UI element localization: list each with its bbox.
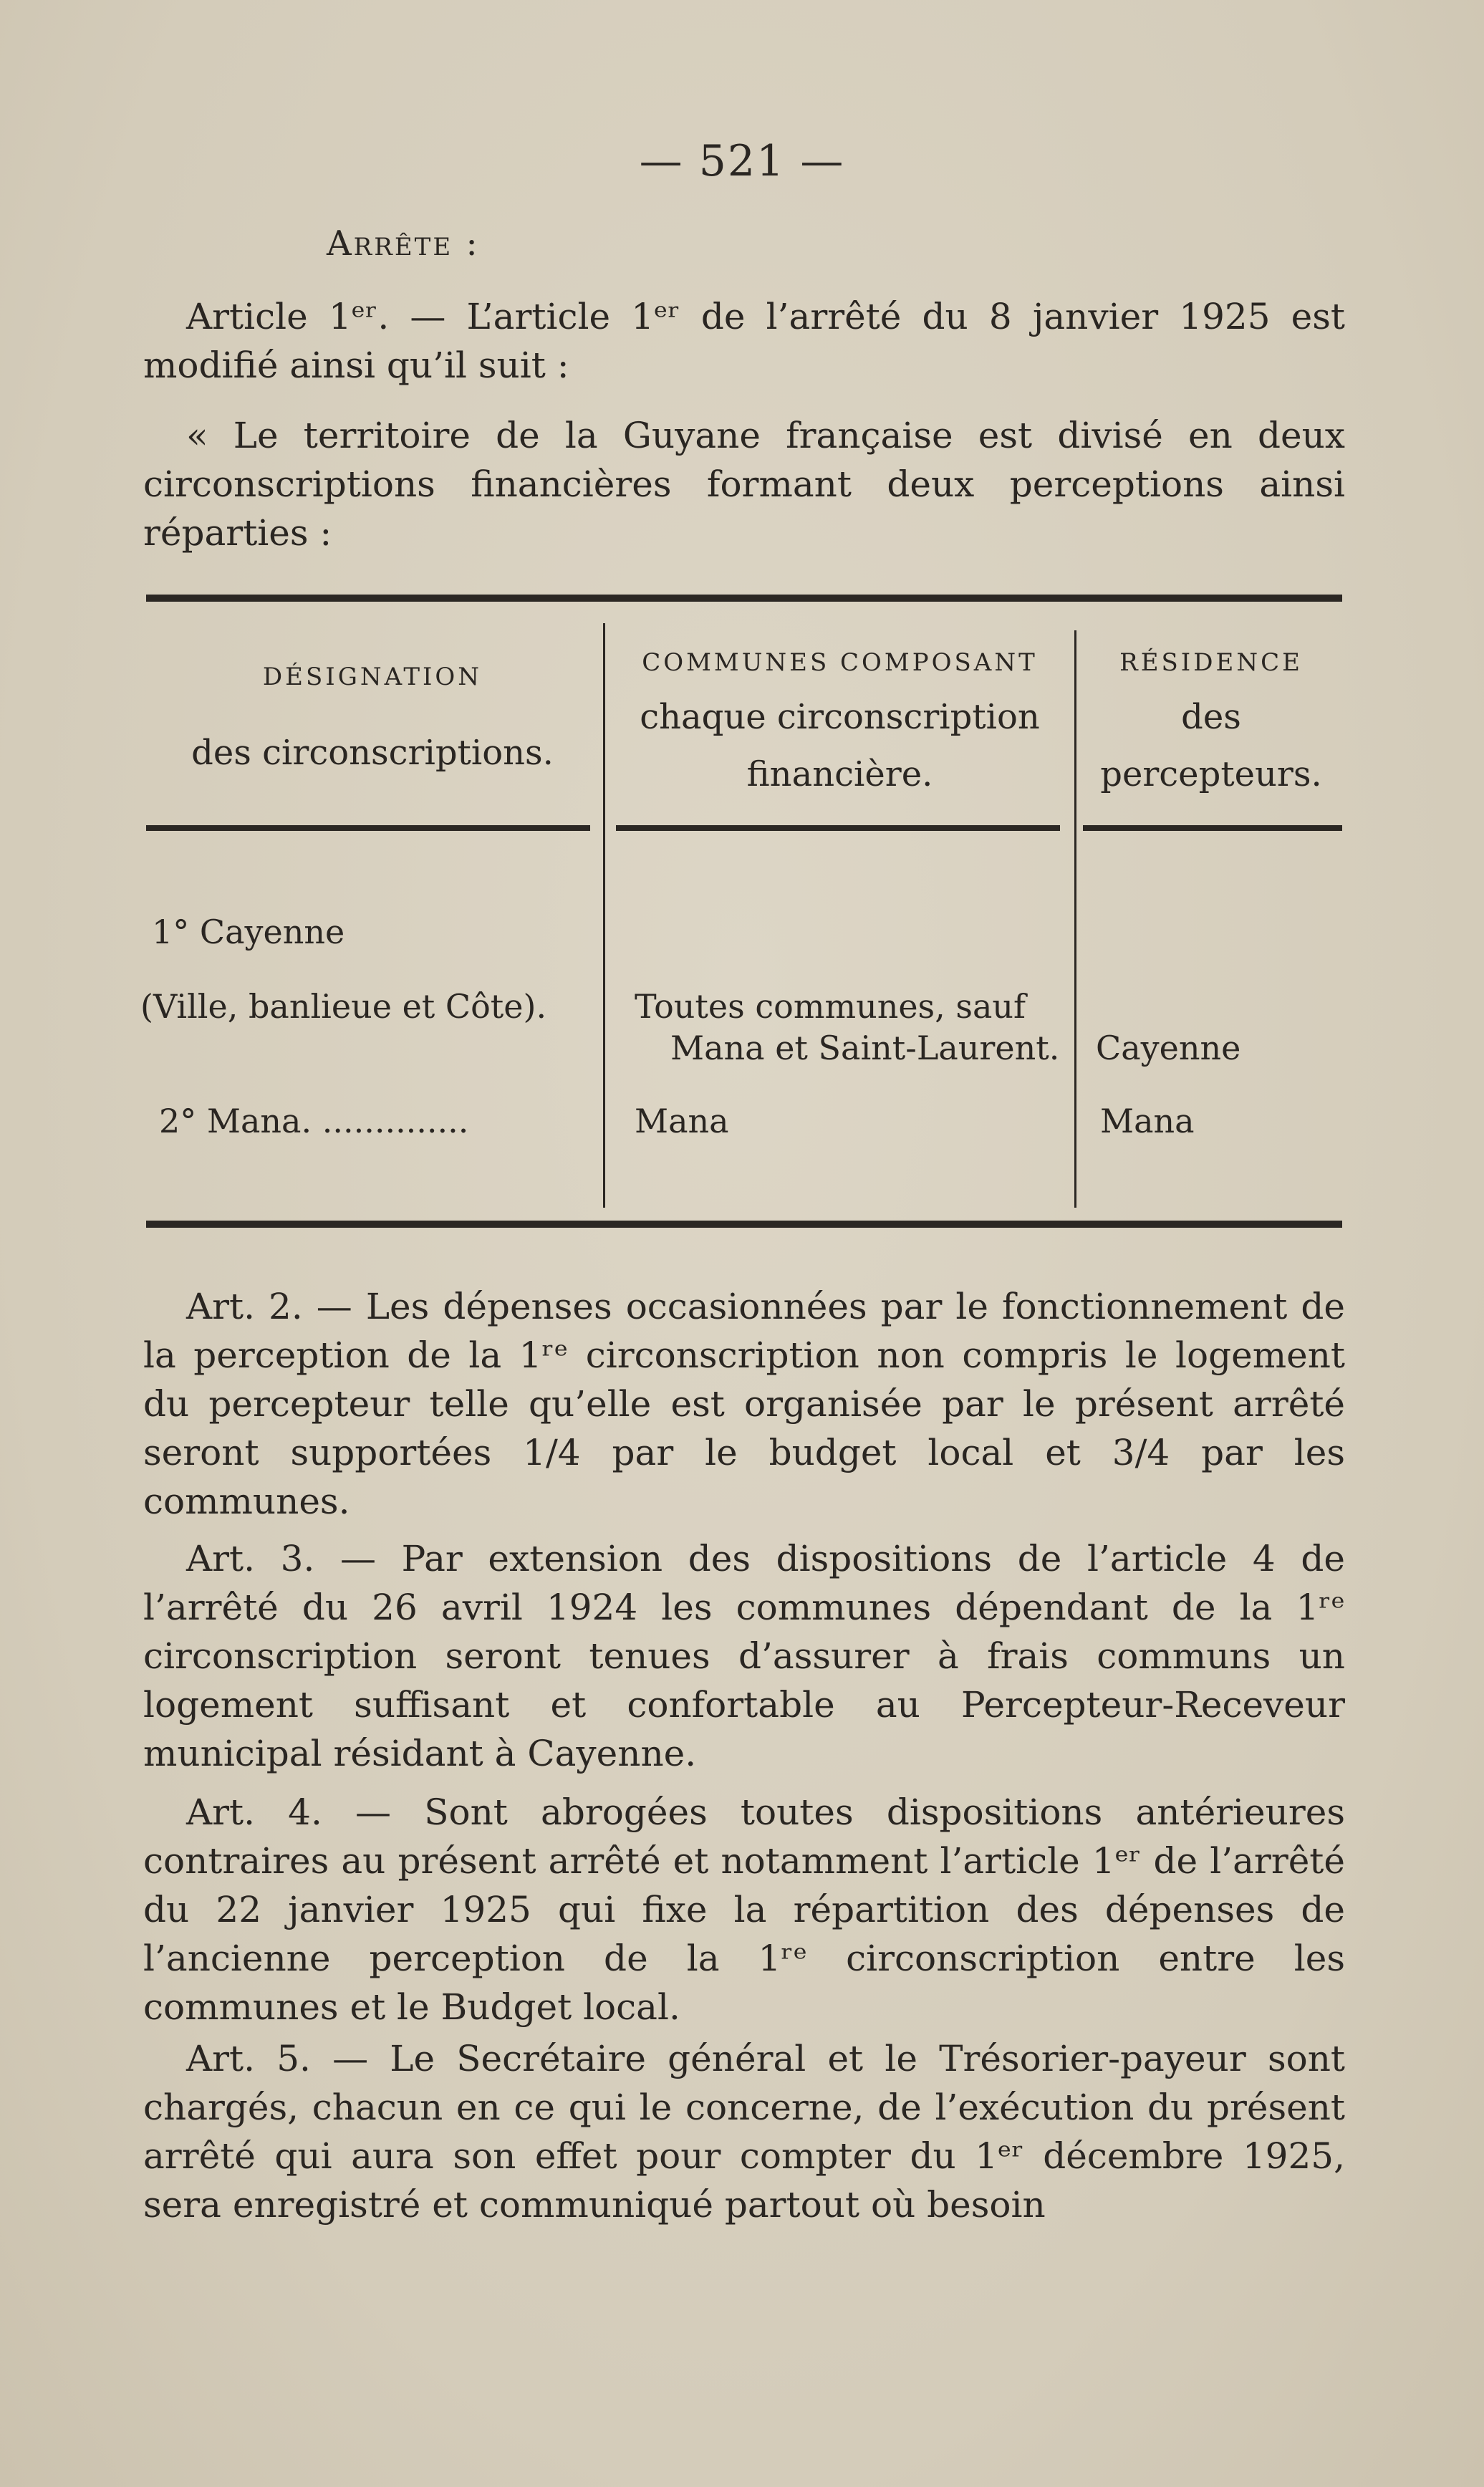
header-rule-2 bbox=[616, 825, 1060, 831]
article-1-paragraph bbox=[143, 292, 1345, 390]
row-2-communes: Mana bbox=[635, 1102, 729, 1140]
header-designation: DÉSIGNATION bbox=[262, 663, 483, 691]
header-residence: RÉSIDENCE bbox=[1119, 648, 1303, 677]
page-number: — 521 — bbox=[639, 136, 845, 186]
article-4-text: Art. 4. — Sont abrogées toutes dispositions antérieures contraires au présent arrêté et notamment l’article 1ᵉʳ de l’arrêté du 22 janvier 1925 qui fixe la répartition des dépenses de l’ancienne perception de la 1ʳᵉ circonscription entre les communes et le Budget local. bbox=[143, 1791, 1345, 2028]
territory-paragraph bbox=[143, 411, 1345, 557]
header-communes: COMMUNES COMPOSANT bbox=[642, 648, 1038, 677]
row-2-residence: Mana bbox=[1100, 1102, 1195, 1140]
row-2-designation: 2° Mana. .............. bbox=[159, 1102, 469, 1140]
header-residence-sub2: percepteurs. bbox=[1100, 754, 1322, 794]
row-1-designation: 1° Cayenne bbox=[152, 913, 345, 951]
header-communes-sub: chaque circonscription bbox=[640, 697, 1040, 737]
article-3-paragraph bbox=[143, 1534, 1345, 1778]
article-3-text: Art. 3. — Par extension des dispositions de l’article 4 de l’arrêté du 26 avril 1924 les communes dépendant de la 1ʳᵉ circonscription seront tenues d’assurer à frais communs un logement suffisant et confortable au Percepteur-Receveur municipal résidant à Cayenne. bbox=[143, 1538, 1345, 1774]
table-top-rule bbox=[146, 595, 1342, 602]
row-1-communes-detail: Mana et Saint-Laurent. bbox=[670, 1029, 1060, 1067]
heading: Arrête : bbox=[327, 223, 480, 264]
table-column-divider-2 bbox=[1074, 630, 1076, 1208]
article-5-paragraph bbox=[143, 2034, 1345, 2229]
table-bottom-rule bbox=[146, 1221, 1342, 1228]
header-designation-sub: des circonscriptions. bbox=[191, 733, 554, 773]
article-2-text: Art. 2. — Les dépenses occasionnées par le fonctionnement de la perception de la 1ʳᵉ circonscription non compris le logement du percepteur telle qu’elle est organisée par le présent arrêté seront supportées 1/4 par le budget local et 3/4 par les communes. bbox=[143, 1286, 1345, 1522]
row-1-residence: Cayenne bbox=[1096, 1029, 1241, 1067]
article-1-text: Article 1ᵉʳ. — L’article 1ᵉʳ de l’arrêté du 8 janvier 1925 est modifié ainsi qu’il suit : bbox=[143, 296, 1345, 386]
header-rule-3 bbox=[1083, 825, 1342, 831]
table-column-divider-1 bbox=[603, 623, 605, 1208]
article-5-text: Art. 5. — Le Secrétaire général et le Trésorier-payeur sont chargés, chacun en ce qui le concerne, de l’exécution du présent arrêté qui aura son effet pour compter du 1ᵉʳ décembre 1925, sera enregistré et communiqué partout où besoin bbox=[143, 2038, 1345, 2226]
row-1-communes: Toutes communes, sauf bbox=[635, 987, 1026, 1026]
header-communes-sub2: financière. bbox=[746, 754, 933, 794]
header-residence-sub: des bbox=[1181, 697, 1241, 737]
article-2-paragraph bbox=[143, 1282, 1345, 1526]
header-rule-1 bbox=[146, 825, 590, 831]
article-4-paragraph bbox=[143, 1788, 1345, 2031]
territory-text: « Le territoire de la Guyane française est divisé en deux circonscriptions financières formant deux perceptions ainsi réparties : bbox=[143, 415, 1345, 554]
row-1-designation-detail: (Ville, banlieue et Côte). bbox=[140, 987, 547, 1026]
